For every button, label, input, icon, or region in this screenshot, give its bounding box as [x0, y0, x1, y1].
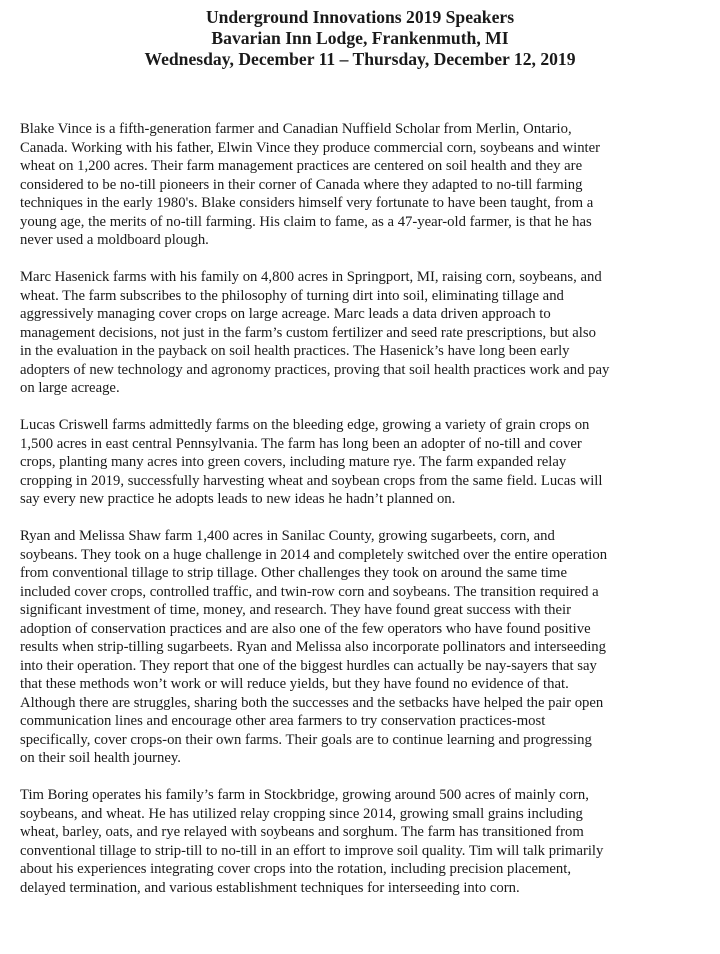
speaker-bio-lucas-criswell: [20, 416, 712, 509]
speaker-bio-ryan-melissa-shaw: [20, 527, 712, 768]
bio-line: conventional tillage to strip-till to no-till in an effort to improve soil quality. Tim will talk primarily: [20, 842, 604, 859]
bio-line: adoption of conservation practices and are also one of the few operators who have found positive: [20, 620, 591, 637]
bio-line: from conventional tillage to strip tillage. Other challenges they took on around the same time: [20, 565, 567, 581]
event-venue: Bavarian Inn Lodge, Frankenmuth, MI: [211, 28, 509, 48]
event-title: Underground Innovations 2019 Speakers: [205, 7, 515, 27]
bio-line: never used a moldboard plough.: [20, 232, 209, 248]
bio-line: say every new practice he adopts leads to new ideas he hadn’t planned on.: [20, 491, 456, 507]
bio-line: about his experiences integrating cover crops into the rotation, including precision placement,: [20, 861, 572, 877]
bio-line: wheat. The farm subscribes to the philosophy of turning dirt into soil, eliminating tillage and: [20, 287, 564, 304]
bio-line: 1,500 acres in east central Pennsylvania. The farm has long been an adopter of no-till and cover: [20, 435, 582, 452]
document-header: [0, 7, 720, 70]
bio-line: included cover crops, controlled traffic, and twin-row corn and soybeans. The transition required a: [20, 583, 599, 600]
speaker-bio-tim-boring: [20, 786, 712, 897]
speaker-bio-marc-hasenick: [20, 268, 712, 398]
bio-line: significant investment of time, money, and research. They have found great success with their: [20, 602, 572, 618]
bio-line: that these methods won’t work or will reduce yields, but they have found no evidence of that.: [20, 676, 569, 692]
bio-line: Tim Boring operates his family’s farm in Stockbridge, growing around 500 acres of mainly corn,: [20, 787, 589, 803]
bio-line: Ryan and Melissa Shaw farm 1,400 acres in Sanilac County, growing sugarbeets, corn, and: [20, 528, 555, 544]
speaker-bio-blake-vince: [20, 120, 712, 250]
bio-line: wheat, barley, oats, and rye relayed with soybeans and sorghum. The farm has transitioned from: [20, 824, 584, 840]
bio-line: on large acreage.: [20, 380, 120, 396]
bio-line: delayed termination, and various establishment techniques for interseeding into corn.: [20, 879, 520, 896]
bio-line: soybeans. They took on a huge challenge in 2014 and completely switched over the entire operation: [20, 546, 608, 563]
bio-line: young age, the merits of no-till farming. His claim to fame, as a 47-year-old farmer, is that he has: [20, 213, 592, 230]
bio-line: Canada. Working with his father, Elwin Vince they produce commercial corn, soybeans and winter: [20, 139, 601, 156]
bio-line: cropping in 2019, successfully harvesting wheat and soybean crops from the same field. Lucas will: [20, 472, 603, 489]
bio-line: Lucas Criswell farms admittedly farms on the bleeding edge, growing a variety of grain crops on: [20, 417, 590, 433]
bio-line: into their operation. They report that one of the biggest hurdles can actually be nay-sayers that say: [20, 657, 597, 674]
bio-line: aggressively managing cover crops on large acreage. Marc leads a data driven approach to: [20, 306, 551, 322]
bio-line: Marc Hasenick farms with his family on 4,800 acres in Springport, MI, raising corn, soybeans, and: [20, 269, 602, 285]
bio-line: specifically, cover crops-on their own farms. Their goals are to continue learning and progressing: [20, 731, 592, 748]
bio-line: Although there are struggles, sharing both the successes and the setbacks have helped the pair open: [20, 694, 604, 711]
bio-line: Blake Vince is a fifth-generation farmer and Canadian Nuffield Scholar from Merlin, Ontario,: [20, 121, 572, 137]
bio-line: crops, planting many acres into green covers, including mature rye. The farm expanded relay: [20, 454, 567, 470]
event-dates: Wednesday, December 11 – Thursday, December 12, 2019: [144, 49, 576, 69]
bio-line: wheat on 1,200 acres. Their farm management practices are centered on soil health and they are: [20, 158, 583, 174]
speaker-bios: [20, 120, 712, 916]
bio-line: results when strip-tilling sugarbeets. Ryan and Melissa also incorporate pollinators and interseeding: [20, 639, 606, 655]
bio-line: in the evaluation in the payback on soil health practices. The Hasenick’s have long been early: [20, 343, 570, 359]
bio-line: on their soil health journey.: [20, 750, 181, 766]
bio-line: soybeans, and wheat. He has utilized relay cropping since 2014, growing small grains including: [20, 805, 583, 822]
bio-line: communication lines and encourage other area farmers to try conservation practices-most: [20, 713, 546, 729]
bio-line: techniques in the early 1980's. Blake considers himself very fortunate to have been taught, from a: [20, 195, 594, 211]
bio-line: management decisions, not just in the farm’s custom fertilizer and seed rate prescriptions, but also: [20, 324, 596, 341]
bio-line: adopters of new technology and agronomy practices, proving that soil health practices work and pay: [20, 361, 610, 378]
bio-line: considered to be no-till pioneers in their corner of Canada where they adapted to no-till farming: [20, 176, 583, 193]
